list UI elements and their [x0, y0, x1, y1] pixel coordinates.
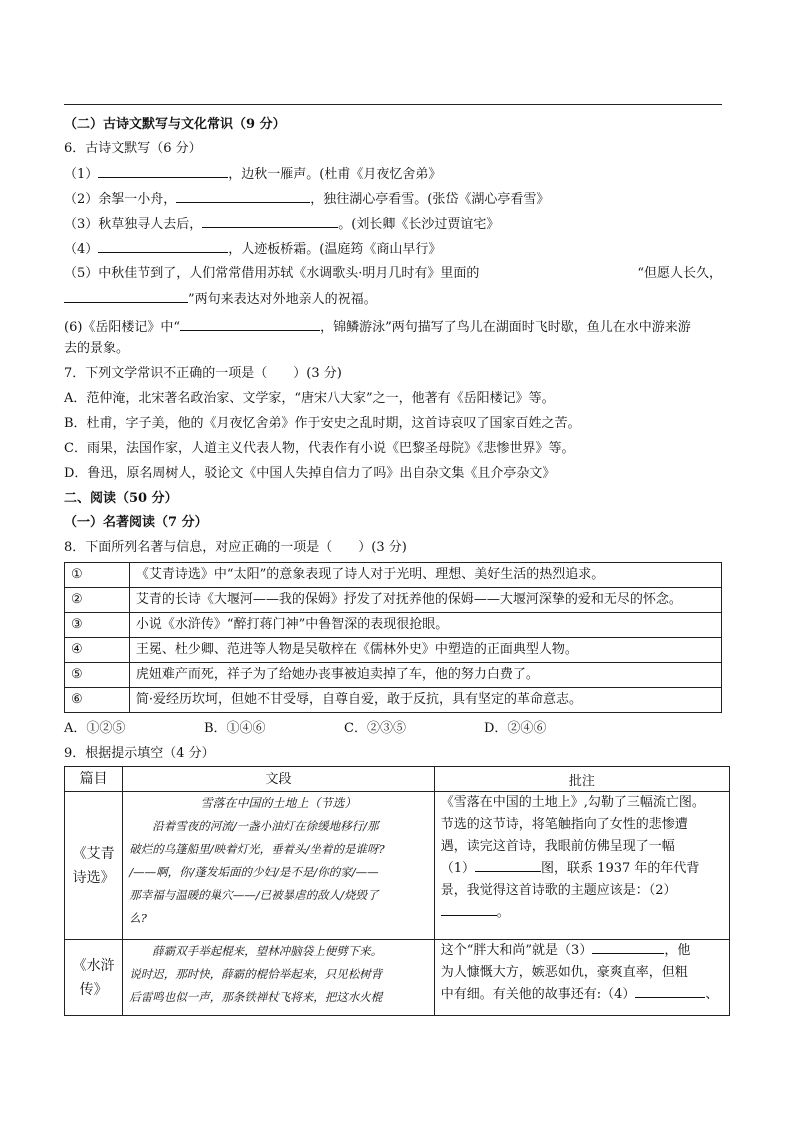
table-row [65, 613, 722, 638]
q8-option-d[interactable]: D．②④⑥ [484, 721, 547, 736]
part-two-header: 二、阅读（50 分） [64, 491, 178, 506]
row-text: 《艾青诗选》中“太阳”的意象表现了诗人对于光明、理想、美好生活的热烈追求。 [129, 563, 721, 588]
q6-item-2 [64, 189, 549, 209]
row-number: ① [65, 563, 130, 588]
answer-blank[interactable] [176, 189, 310, 203]
q6-item-5-line-2 [64, 289, 377, 309]
answer-blank[interactable] [635, 984, 705, 998]
excerpt-line: 破烂的乌篷船里/映着灯光，垂着头/坐着的是谁呀? [129, 842, 385, 856]
annotation-line [441, 940, 723, 962]
q9-table [64, 766, 730, 1016]
row-text: 王冕、杜少卿、范进等人物是吴敬梓在《儒林外史》中塑造的正面典型人物。 [129, 638, 721, 663]
q6-item-5-text: （5）中秋佳节到了，人们常常借用苏轼《水调歌头·明月几时有》里面的 [64, 266, 480, 281]
header-work: 篇目 [65, 767, 123, 792]
table-row [65, 663, 722, 688]
passage-cell [123, 792, 435, 940]
q6-item-5-quote: “但愿人长久， [637, 266, 722, 281]
work-name-line: 《水浒 [72, 957, 115, 974]
q8-title: 8．下面所列名著与信息，对应正确的一项是（ ）(3 分) [64, 540, 407, 555]
table-row [65, 940, 730, 1016]
q8-options [64, 720, 624, 738]
annotation-line: 为人慷慨大方，嫉恶如仇，豪爽直率，但粗 [440, 965, 688, 980]
q8-option-b[interactable]: B．①④⑥ [204, 721, 266, 736]
annotation-after: 、 [705, 987, 719, 1002]
q6-item-4-after: ，人迹板桥霜。(温庭筠《商山早行》 [228, 242, 442, 257]
row-number: ⑥ [65, 688, 130, 713]
annotation-line: 节选的这节诗，将笔触指向了女性的悲惨遭 [440, 817, 688, 832]
excerpt-line: 后雷鸣也似一声，那条铁禅杖飞将来，把这水火棍 [129, 990, 383, 1004]
annotation-prefix: 中有细。有关他的故事还有:（4） [440, 987, 636, 1002]
answer-blank[interactable] [592, 940, 664, 954]
annotation-prefix: （1） [440, 861, 476, 876]
annotation-after: ，他 [664, 943, 691, 958]
row-text: 虎妞难产而死，祥子为了给她办丧事被迫卖掉了车，他的努力白费了。 [129, 663, 721, 688]
annotation-line: 《雪落在中国的土地上》,勾勒了三幅流亡图。 [440, 795, 705, 810]
q6-item-1-prefix: （1） [64, 167, 99, 182]
q6-item-4 [64, 239, 441, 259]
q6-item-1 [64, 164, 441, 184]
annotation-line [441, 902, 723, 924]
q8-table [64, 562, 722, 713]
annotation-line: 景，我觉得这首诗歌的主题应该是：（2） [440, 883, 677, 898]
poem-title: 雪落在中国的土地上（节选） [200, 796, 357, 810]
answer-blank[interactable] [475, 858, 541, 872]
excerpt-line: 那幸福与温暖的巢穴——/已被暴虐的敌人/烧毁了 [129, 888, 379, 902]
table-header-row [65, 767, 730, 792]
annotation-after: 图，联系 1937 年的年代背 [541, 861, 700, 876]
q6-item-6-after: ，锦鳞游泳”两句描写了鸟儿在湖面时飞时歇，鱼儿在水中游来游 [320, 320, 691, 335]
table-row [65, 588, 722, 613]
q6-item-4-prefix: （4） [64, 242, 99, 257]
answer-blank[interactable] [98, 239, 228, 253]
q6-item-6-line-2: 去的景象。 [64, 341, 130, 356]
table-row [65, 792, 730, 940]
answer-blank[interactable] [64, 289, 188, 303]
row-text: 小说《水浒传》“醉打蒋门神”中鲁智深的表现很抢眼。 [129, 613, 721, 638]
q6-item-3-prefix: （3）秋草独寻人去后， [64, 217, 203, 232]
excerpt-line: /——啊，你/蓬发垢面的少妇/是不是/你的家/—— [129, 865, 379, 879]
answer-blank[interactable] [98, 164, 228, 178]
excerpt-line: 么? [129, 911, 147, 925]
table-row [65, 688, 722, 713]
q6-item-5-line-1 [64, 265, 722, 283]
annotation-line [441, 984, 723, 1006]
header-annotation: 批注 [434, 767, 729, 792]
q7-option-a[interactable]: A．范仲淹，北宋著名政治家、文学家，“唐宋八大家”之一，他著有《岳阳楼记》等。 [64, 391, 555, 406]
annotation-line: 遇，读完这首诗，我眼前仿佛呈现了一幅 [440, 839, 675, 854]
section-two-header: （二）古诗文默写与文化常识（9 分） [64, 117, 286, 132]
q6-item-2-prefix: （2）余挐一小舟， [64, 192, 177, 207]
subsection-one-header: （一）名著阅读（7 分） [64, 515, 208, 530]
excerpt-line: 沿着雪夜的河流/一盏小油灯在徐缓地移行/那 [129, 819, 379, 833]
work-cell [65, 792, 123, 940]
q7-option-c[interactable]: C．雨果，法国作家，人道主义代表人物，代表作有小说《巴黎圣母院》《悲惨世界》等。 [64, 441, 575, 456]
q6-item-3 [64, 214, 499, 234]
q6-item-6-line-1 [64, 317, 691, 337]
answer-blank[interactable] [441, 902, 497, 916]
annotation-line [441, 858, 723, 880]
work-name-line: 诗选》 [72, 869, 115, 886]
annotation-cell [434, 792, 729, 940]
work-name-line: 传》 [79, 981, 108, 998]
row-text: 艾青的长诗《大堰河——我的保姆》抒发了对抚养他的保姆——大堰河深挚的爱和无尽的怀念。 [129, 588, 721, 613]
passage-cell [123, 940, 435, 1016]
q6-item-3-after: 。(刘长卿《长沙过贾谊宅》 [338, 217, 500, 232]
q6-item-5-after: ”两句来表达对外地亲人的祝福。 [188, 292, 377, 307]
q6-title: 6．古诗文默写（6 分） [64, 141, 202, 156]
table-row [65, 638, 722, 663]
q9-title: 9．根据提示填空（4 分） [64, 746, 215, 761]
annotation-suffix: 。 [496, 905, 510, 920]
q7-option-d[interactable]: D．鲁迅，原名周树人，驳论文《中国人失掉自信力了吗》出自杂文集《且介亭杂文》 [64, 466, 556, 481]
q6-item-1-after: ，边秋一雁声。(杜甫《月夜忆舍弟》 [228, 167, 442, 182]
q6-item-6-prefix: (6)《岳阳楼记》中“ [64, 320, 181, 335]
q6-item-2-after: ，独往湖心亭看雪。(张岱《湖心亭看雪》 [310, 192, 550, 207]
q7-title: 7．下列文学常识不正确的一项是（ ）(3 分) [64, 366, 342, 381]
q7-option-b[interactable]: B．杜甫，字子美，他的《月夜忆舍弟》作于安史之乱时期，这首诗哀叹了国家百姓之苦。 [64, 416, 581, 431]
answer-blank[interactable] [180, 317, 320, 331]
row-number: ③ [65, 613, 130, 638]
header-passage: 文段 [123, 767, 435, 792]
top-rule [64, 104, 722, 105]
annotation-prefix: 这个“胖大和尚”就是（3） [440, 943, 593, 958]
excerpt-line: 说时迟，那时快，薛霸的棍恰举起来，只见松树背 [129, 967, 383, 981]
work-name-line: 《艾青 [72, 845, 115, 862]
work-cell [65, 940, 123, 1016]
table-row [65, 563, 722, 588]
row-number: ④ [65, 638, 130, 663]
row-text: 简·爱经历坎坷，但她不甘受辱，自尊自爱，敢于反抗，具有坚定的革命意志。 [129, 688, 721, 713]
row-number: ⑤ [65, 663, 130, 688]
excerpt-line: 薛霸双手举起棍来，望林冲脑袋上便劈下来。 [129, 944, 383, 958]
annotation-cell [434, 940, 729, 1016]
row-number: ② [65, 588, 130, 613]
q8-option-a[interactable]: A．①②⑤ [64, 721, 126, 736]
answer-blank[interactable] [202, 214, 338, 228]
q8-option-c[interactable]: C．②③⑤ [344, 721, 406, 736]
